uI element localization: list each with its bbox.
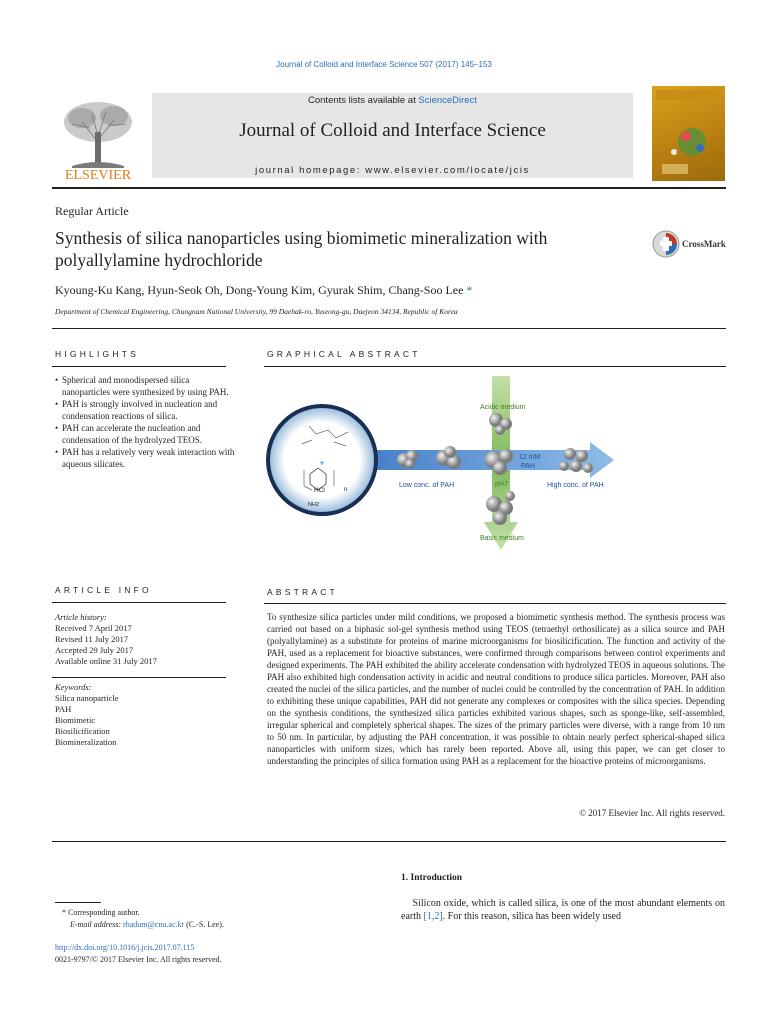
concentration-axis-arrow (344, 442, 614, 478)
introduction-text: Silicon oxide, which is called silica, is one of the most abundant elements on earth [1,2]. For this reason, silica has been widely used (401, 898, 726, 922)
charge-plus-label: + (319, 458, 325, 468)
affiliation-rule (52, 328, 726, 329)
footnote-rule (55, 902, 101, 903)
introduction-heading: 1. Introduction (401, 873, 463, 883)
article-info-rule (52, 602, 226, 603)
basic-medium-label: Basic medium (480, 535, 524, 542)
keyword-item: Biomineralization (55, 737, 117, 747)
highlight-item: • PAH is strongly involved in nucleation and condensation reactions of silica. (55, 398, 235, 422)
journal-homepage[interactable]: journal homepage: www.elsevier.com/locate/jcis (255, 165, 530, 176)
highlight-item: • Spherical and monodispersed silica nanoparticles were synthesized by using PAH. (55, 374, 235, 398)
front-matter-rule (52, 841, 726, 842)
history-received: Received 7 April 2017 (55, 623, 132, 633)
highlights-heading: HIGHLIGHTS (55, 349, 139, 359)
keyword-item: Silica nanoparticle (55, 693, 119, 703)
graphical-abstract-heading: GRAPHICAL ABSTRACT (267, 349, 421, 359)
highlights-rule (52, 366, 226, 367)
journal-citation[interactable]: Journal of Colloid and Interface Science 507 (2017) 145–153 (276, 60, 492, 69)
history-revised: Revised 11 July 2017 (55, 634, 129, 644)
graphical-abstract-figure (264, 374, 644, 554)
keywords-label: Keywords: (55, 682, 92, 692)
contents-available-line: Contents lists available at ScienceDirect (308, 95, 477, 106)
keywords-block (55, 682, 235, 748)
highlight-item: • PAH has a relatively very weak interaction with aqueous silicates. (55, 446, 235, 470)
keyword-item: PAH (55, 704, 72, 714)
amine-label: NH2 (308, 502, 320, 508)
sciencedirect-link[interactable]: ScienceDirect (418, 95, 477, 106)
crossmark-icon (652, 230, 680, 258)
acidic-medium-label: Acidic medium (480, 404, 526, 411)
reference-link[interactable]: [1,2] (423, 911, 443, 922)
pah-conc-label-line2: PAH (521, 463, 535, 470)
low-conc-label: Low conc. of PAH (399, 482, 455, 489)
pah-conc-label-line1: 12 mM (519, 454, 541, 461)
graphical-abstract-rule (264, 366, 726, 367)
ph7-label: pH7 (495, 481, 508, 488)
email-link[interactable]: rhadum@cnu.ac.kr (123, 920, 185, 929)
history-online: Available online 31 July 2017 (55, 656, 157, 666)
highlight-item: • PAH can accelerate the nucleation and condensation of the hydrolyzed TEOS. (55, 422, 235, 446)
doi-link[interactable]: http://dx.doi.org/10.1016/j.jcis.2017.07.115 (55, 943, 195, 952)
email-note: E-mail address: rhadum@cnu.ac.kr (C.-S. Lee). (70, 920, 224, 929)
abstract-text: To synthesize silica particles under mild conditions, we proposed a biomimetic synthesis method. The synthesis process was carried out based on a biphasic sol-gel synthesis method using TEOS (tetraethyl orthosilicate) as a silica source and PAH (polyallylamine) as a substitute for proteins of marine microorganisms for biosilicification. The function and activity of the PAH, used as a replacement for bioactive substances, were confirmed through comparisons between control experiments and designed experiments. The PAH exhibited the ability accelerate condensation with hydrolyzed TEOS in aqueous solutions. The PAH also exhibited high condensation activity in acidic and neutral conditions to produce silica particles. Moreover, PAH also created the nuclei of the silica particles, and the number of nuclei could be controlled by the concentration of PAH. In addition to exhibiting these unique capabilities, PAH did not generate any complexes or composites with the silica species. Depending on the synthesis conditions, the synthesized silica particles exhibited various shapes, such as sponge-like, self-assembled, irregular spherical and completely spherical shapes. The sizes of the primary particles were diverse, with a range from 10 nm to 50 nm. In particular, by adjusting the PAH concentration, it was possible to obtain nearly perfect spherical-shaped silica nanoparticles with uniform sizes, which has rarely been reported. Above all, using this paper, we can get closer to understanding the principles of silica formation using PAH as a replacement for the bioactive proteins of microorganisms. (267, 612, 725, 766)
corresponding-author-note: * Corresponding author. (62, 908, 140, 917)
affiliation: Department of Chemical Engineering, Chungnam National University, 99 Daehak-ro, Yuseong-gu, Daejeon 34134, Republic of Korea (55, 307, 458, 316)
elsevier-logo (52, 92, 144, 180)
abstract-copyright: © 2017 Elsevier Inc. All rights reserved. (579, 808, 725, 818)
corresponding-author-mark[interactable]: * (466, 283, 473, 297)
keyword-item: Biomimetic (55, 715, 96, 725)
issn-line: 0021-9797/© 2017 Elsevier Inc. All rights reserved. (55, 955, 222, 964)
crossmark-label: CrossMark (682, 239, 726, 249)
history-accepted: Accepted 29 July 2017 (55, 645, 134, 655)
header-rule (52, 187, 726, 189)
publisher-name: ELSEVIER (64, 168, 132, 180)
abstract-heading: ABSTRACT (267, 587, 338, 597)
hcl-label: HCl (314, 487, 325, 494)
keyword-item: Biosilicification (55, 726, 110, 736)
abstract-rule (264, 603, 726, 604)
keywords-rule (52, 677, 226, 678)
article-title: Synthesis of silica nanoparticles using biomimetic mineralization with polyallylamine hydrochloride (55, 228, 548, 270)
history-label: Article history: (55, 612, 107, 622)
article-history (55, 612, 235, 667)
article-info-heading: ARTICLE INFO (55, 585, 152, 595)
highlights-list (55, 374, 235, 470)
high-conc-label: High conc. of PAH (547, 482, 604, 489)
repeat-unit-label: n (344, 487, 348, 493)
journal-name: Journal of Colloid and Interface Science (239, 120, 546, 141)
author-list: Kyoung-Ku Kang, Hyun-Seok Oh, Dong-Young Kim, Gyurak Shim, Chang-Soo Lee * (55, 283, 473, 297)
article-type: Regular Article (55, 204, 129, 218)
journal-cover-thumbnail[interactable] (652, 86, 725, 181)
